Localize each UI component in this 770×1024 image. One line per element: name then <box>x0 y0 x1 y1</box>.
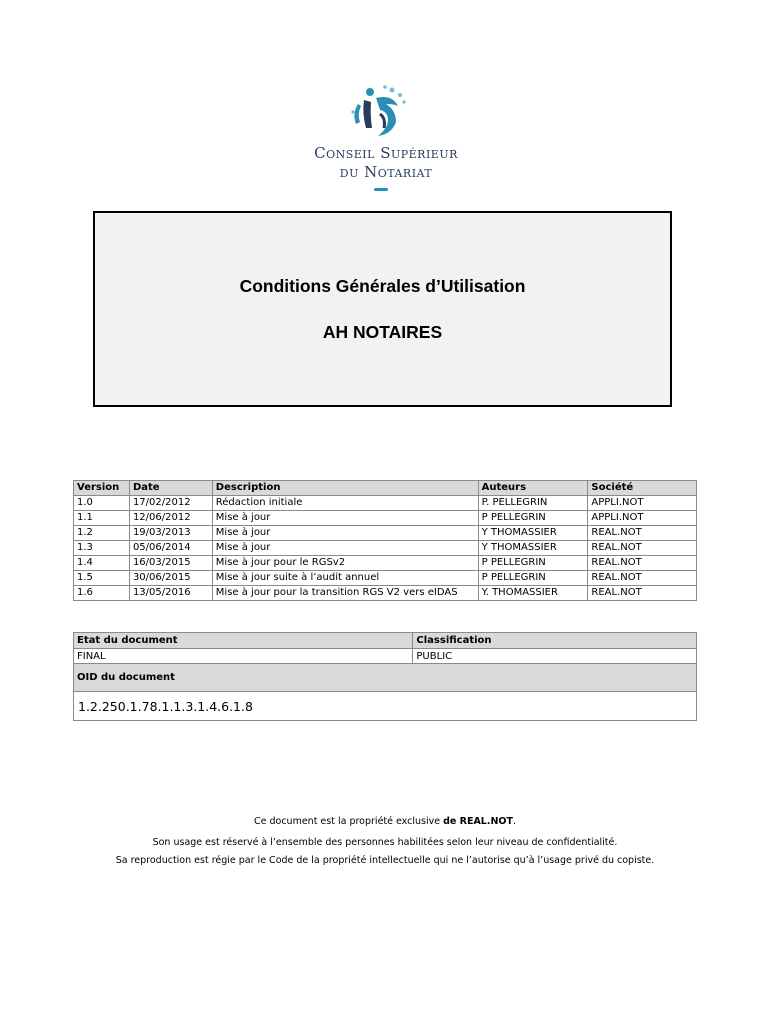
logo-line-2: du Notariat <box>339 163 433 181</box>
column-header-description: Description <box>212 481 478 496</box>
cell-version: 1.2 <box>74 526 130 541</box>
cell-company: REAL.NOT <box>588 586 697 601</box>
cell-version: 1.0 <box>74 496 130 511</box>
oid-value: 1.2.250.1.78.1.1.3.1.4.6.1.8 <box>74 692 697 721</box>
table-row <box>74 571 697 586</box>
version-history-table <box>73 480 697 601</box>
footer-reproduction: Sa reproduction est régie par le Code de la propriété intellectuelle qui ne l’autorise qu’à l’usage privé du copiste. <box>115 855 655 866</box>
cell-authors: P PELLEGRIN <box>478 556 588 571</box>
cell-company: APPLI.NOT <box>588 511 697 526</box>
cell-company: REAL.NOT <box>588 541 697 556</box>
cell-authors: Y. THOMASSIER <box>478 586 588 601</box>
logo <box>288 84 484 194</box>
table-row <box>74 526 697 541</box>
table-row <box>74 541 697 556</box>
cell-date: 16/03/2015 <box>129 556 212 571</box>
cell-company: REAL.NOT <box>588 571 697 586</box>
column-header-version: Version <box>74 481 130 496</box>
table-row <box>74 556 697 571</box>
cell-date: 12/06/2012 <box>129 511 212 526</box>
logo-underline <box>374 188 388 191</box>
document-status-table <box>73 632 697 721</box>
title-box <box>93 211 672 407</box>
classification-label: Classification <box>413 633 697 649</box>
classification-value: PUBLIC <box>413 649 697 664</box>
cell-date: 19/03/2013 <box>129 526 212 541</box>
footer-ownership-owner: de REAL.NOT <box>443 816 513 827</box>
cell-version: 1.6 <box>74 586 130 601</box>
cell-description: Mise à jour suite à l’audit annuel <box>212 571 478 586</box>
footer-ownership-prefix: Ce document est la propriété exclusive <box>253 816 444 827</box>
cell-description: Rédaction initiale <box>212 496 478 511</box>
cell-authors: Y THOMASSIER <box>478 541 588 556</box>
cell-date: 17/02/2012 <box>129 496 212 511</box>
cell-authors: P PELLEGRIN <box>478 571 588 586</box>
column-header-authors: Auteurs <box>478 481 588 496</box>
table-row <box>74 586 697 601</box>
document-title: Conditions Générales d’Utilisation <box>239 276 526 296</box>
cell-date: 13/05/2016 <box>129 586 212 601</box>
notariat-emblem-icon <box>340 84 430 144</box>
logo-line-1: Conseil Supérieur <box>314 144 458 162</box>
cell-company: REAL.NOT <box>588 526 697 541</box>
cell-description: Mise à jour pour le RGSv2 <box>212 556 478 571</box>
oid-value-row <box>74 692 697 721</box>
document-subtitle: AH NOTAIRES <box>322 322 443 342</box>
status-header-row <box>74 633 697 649</box>
oid-header-row <box>74 664 697 692</box>
oid-label: OID du document <box>74 664 697 692</box>
cell-company: REAL.NOT <box>588 556 697 571</box>
cell-description: Mise à jour <box>212 511 478 526</box>
cell-version: 1.1 <box>74 511 130 526</box>
cell-description: Mise à jour pour la transition RGS V2 vers eIDAS <box>212 586 478 601</box>
etat-label: Etat du document <box>74 633 413 649</box>
cell-authors: Y THOMASSIER <box>478 526 588 541</box>
table-row <box>74 496 697 511</box>
footer-ownership-suffix: . <box>512 816 517 827</box>
etat-value: FINAL <box>74 649 413 664</box>
cell-description: Mise à jour <box>212 541 478 556</box>
table-header-row <box>74 481 697 496</box>
status-value-row <box>74 649 697 664</box>
footer-ownership <box>0 816 770 827</box>
cell-date: 05/06/2014 <box>129 541 212 556</box>
cell-version: 1.3 <box>74 541 130 556</box>
footer-usage: Son usage est réservé à l’ensemble des personnes habilitées selon leur niveau de confidentialité. <box>152 837 618 848</box>
cell-authors: P. PELLEGRIN <box>478 496 588 511</box>
cell-version: 1.4 <box>74 556 130 571</box>
column-header-date: Date <box>129 481 212 496</box>
cell-authors: P PELLEGRIN <box>478 511 588 526</box>
cell-date: 30/06/2015 <box>129 571 212 586</box>
cell-version: 1.5 <box>74 571 130 586</box>
table-row <box>74 511 697 526</box>
column-header-company: Société <box>588 481 697 496</box>
cell-description: Mise à jour <box>212 526 478 541</box>
cell-company: APPLI.NOT <box>588 496 697 511</box>
